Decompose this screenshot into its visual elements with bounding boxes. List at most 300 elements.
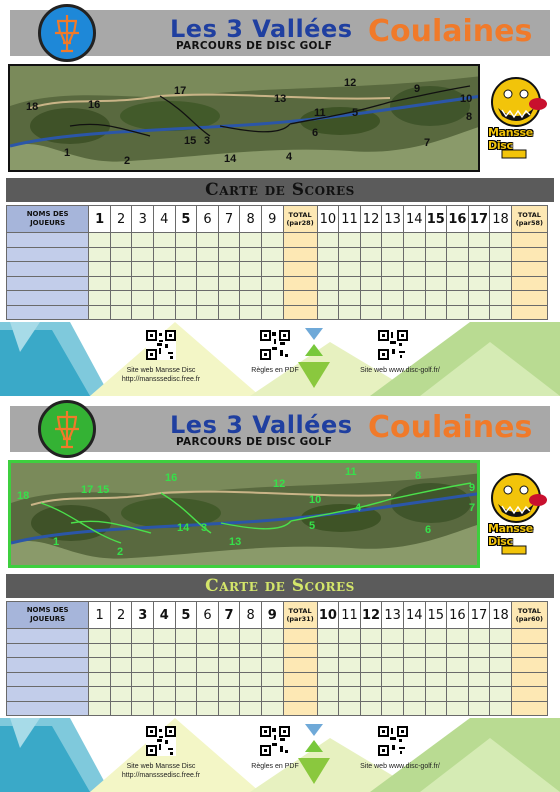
score-cell[interactable] [403,262,425,277]
qr-code-disc-golf[interactable] [378,330,408,360]
score-cell[interactable] [240,629,262,644]
score-cell[interactable] [132,262,154,277]
score-cell[interactable] [218,658,240,673]
score-cell[interactable] [240,672,262,687]
score-cell[interactable] [339,687,361,702]
player-name-cell[interactable] [7,262,89,277]
hole-header: 5 [175,206,197,233]
score-cell[interactable] [468,305,490,320]
score-cell[interactable] [468,672,490,687]
score-cell[interactable] [175,701,197,716]
score-cell[interactable] [339,262,361,277]
score-cell[interactable] [110,276,132,291]
score-cell[interactable] [382,672,404,687]
score-cell[interactable] [240,262,262,277]
hole-4-label: 4 [286,151,293,163]
score-cell[interactable] [175,233,197,248]
score-cell[interactable] [447,247,469,262]
score-cell[interactable] [317,262,339,277]
score-cell[interactable] [490,701,512,716]
total-cell[interactable] [511,262,547,277]
player-row [7,687,548,702]
score-cell[interactable] [175,672,197,687]
score-cell[interactable] [382,291,404,306]
score-cell[interactable] [175,305,197,320]
score-cell[interactable] [110,233,132,248]
score-cell[interactable] [132,276,154,291]
score-cell[interactable] [339,643,361,658]
score-cell[interactable] [403,233,425,248]
player-name-cell[interactable] [7,305,89,320]
score-cell[interactable] [447,629,469,644]
score-cell[interactable] [317,672,339,687]
player-name-cell[interactable] [7,643,89,658]
hole-header: 10 [317,206,339,233]
total-cell[interactable] [511,687,547,702]
total-cell[interactable] [283,233,317,248]
back-total-header: TOTAL (par60) [511,602,547,629]
hole-header: 4 [154,602,176,629]
hole-header: 8 [240,206,262,233]
score-cell[interactable] [175,687,197,702]
total-cell[interactable] [283,291,317,306]
rules-pdf-label[interactable]: Règles en PDF [251,763,299,770]
score-cell[interactable] [218,247,240,262]
course-map [8,460,480,568]
score-cell[interactable] [197,672,219,687]
score-cell[interactable] [490,291,512,306]
score-cell[interactable] [468,233,490,248]
score-cell[interactable] [339,305,361,320]
score-cell[interactable] [447,291,469,306]
score-cell[interactable] [403,672,425,687]
score-cell[interactable] [403,643,425,658]
score-cell[interactable] [360,291,382,306]
score-cell[interactable] [447,305,469,320]
score-cell[interactable] [218,629,240,644]
score-cell[interactable] [317,291,339,306]
score-cell[interactable] [468,701,490,716]
score-cell[interactable] [240,233,262,248]
total-cell[interactable] [283,629,317,644]
score-cell[interactable] [154,687,176,702]
score-cell[interactable] [175,643,197,658]
hole-header: 12 [360,602,382,629]
score-cell[interactable] [447,672,469,687]
score-cell[interactable] [425,672,447,687]
score-cell[interactable] [89,629,111,644]
hole-header: 15 [425,206,447,233]
score-cell[interactable] [360,276,382,291]
player-row [7,262,548,277]
score-cell[interactable] [154,701,176,716]
score-cell[interactable] [175,629,197,644]
total-cell[interactable] [283,672,317,687]
rules-pdf-label[interactable]: Règles en PDF [251,367,299,374]
total-cell[interactable] [511,672,547,687]
score-cell[interactable] [89,701,111,716]
score-cell[interactable] [360,247,382,262]
site-mansse-link[interactable]: http://mansssedisc.free.fr [121,376,201,383]
score-cell[interactable] [132,658,154,673]
total-cell[interactable] [511,701,547,716]
score-cell[interactable] [360,305,382,320]
score-cell[interactable] [382,247,404,262]
site-mansse-link[interactable]: http://mansssedisc.free.fr [121,772,201,779]
hole-13-label: 13 [229,536,242,548]
player-name-cell[interactable] [7,276,89,291]
score-cell[interactable] [110,701,132,716]
total-cell[interactable] [283,658,317,673]
score-cell[interactable] [403,247,425,262]
score-cell[interactable] [110,687,132,702]
score-cell[interactable] [490,687,512,702]
score-cell[interactable] [425,643,447,658]
qr-code-mansse[interactable] [146,726,176,756]
score-cell[interactable] [490,305,512,320]
total-cell[interactable] [511,305,547,320]
score-cell[interactable] [89,687,111,702]
score-cell[interactable] [240,687,262,702]
score-cell[interactable] [132,701,154,716]
score-cell[interactable] [197,233,219,248]
score-cell[interactable] [382,276,404,291]
score-cell[interactable] [360,643,382,658]
score-cell[interactable] [490,658,512,673]
score-cell[interactable] [218,643,240,658]
score-cell[interactable] [110,643,132,658]
score-cell[interactable] [261,262,283,277]
qr-code-rules[interactable] [260,726,290,756]
score-cell[interactable] [425,233,447,248]
score-cell[interactable] [154,276,176,291]
score-cell[interactable] [197,687,219,702]
score-cell[interactable] [360,701,382,716]
score-cell[interactable] [261,276,283,291]
qr-code-mansse[interactable] [146,330,176,360]
score-cell[interactable] [197,276,219,291]
score-cell[interactable] [261,233,283,248]
score-cell[interactable] [197,701,219,716]
score-cell[interactable] [154,658,176,673]
score-cell[interactable] [197,658,219,673]
score-cell[interactable] [240,247,262,262]
player-name-cell[interactable] [7,701,89,716]
score-cell[interactable] [360,687,382,702]
score-cell[interactable] [218,672,240,687]
score-cell[interactable] [261,629,283,644]
score-cell[interactable] [425,658,447,673]
score-cell[interactable] [425,687,447,702]
hole-1-label: 1 [64,147,71,159]
total-cell[interactable] [511,629,547,644]
score-cell[interactable] [490,276,512,291]
score-cell[interactable] [218,305,240,320]
score-cell[interactable] [132,672,154,687]
hole-16-label: 16 [165,472,178,484]
score-cell[interactable] [89,643,111,658]
score-cell[interactable] [218,262,240,277]
player-row [7,247,548,262]
total-cell[interactable] [511,643,547,658]
score-cell[interactable] [360,629,382,644]
score-cell[interactable] [110,247,132,262]
score-cell[interactable] [240,305,262,320]
score-cell[interactable] [132,305,154,320]
score-cell[interactable] [89,658,111,673]
score-cell[interactable] [175,247,197,262]
score-cell[interactable] [154,629,176,644]
score-cell[interactable] [89,276,111,291]
score-cell[interactable] [468,629,490,644]
total-cell[interactable] [511,658,547,673]
score-cell[interactable] [360,658,382,673]
score-cell[interactable] [339,276,361,291]
score-cell[interactable] [447,687,469,702]
player-name-cell[interactable] [7,629,89,644]
score-cell[interactable] [197,305,219,320]
score-cell[interactable] [490,233,512,248]
score-cell[interactable] [382,233,404,248]
score-cell[interactable] [425,701,447,716]
score-cell[interactable] [382,262,404,277]
hole-header: 14 [403,602,425,629]
score-cell[interactable] [425,291,447,306]
score-cell[interactable] [317,305,339,320]
score-cell[interactable] [490,262,512,277]
site-disc-golf-label[interactable]: Site web www.disc-golf.fr/ [360,763,440,770]
score-cell[interactable] [154,305,176,320]
score-cell[interactable] [425,305,447,320]
score-cell[interactable] [403,701,425,716]
hole-16-label: 16 [88,99,101,111]
score-cell[interactable] [339,672,361,687]
score-cell[interactable] [447,262,469,277]
score-cell[interactable] [468,658,490,673]
score-cell[interactable] [317,629,339,644]
score-cell[interactable] [110,629,132,644]
score-cell[interactable] [382,643,404,658]
score-cell[interactable] [154,291,176,306]
score-cell[interactable] [261,672,283,687]
score-cell[interactable] [382,658,404,673]
hole-header: 12 [360,206,382,233]
score-cell[interactable] [110,291,132,306]
score-cell[interactable] [425,262,447,277]
total-cell[interactable] [283,687,317,702]
score-cell[interactable] [468,643,490,658]
player-name-cell[interactable] [7,233,89,248]
score-cell[interactable] [317,276,339,291]
score-cell[interactable] [240,276,262,291]
score-cell[interactable] [403,687,425,702]
score-cell[interactable] [175,276,197,291]
score-cell[interactable] [218,233,240,248]
score-cell[interactable] [339,233,361,248]
score-cell[interactable] [317,643,339,658]
hole-header: 16 [447,206,469,233]
score-cell[interactable] [403,291,425,306]
score-cell[interactable] [110,262,132,277]
score-cell[interactable] [360,233,382,248]
course-subtitle: PARCOURS DE DISC GOLF [176,40,333,52]
score-cell[interactable] [339,658,361,673]
score-cell[interactable] [382,629,404,644]
score-cell[interactable] [175,291,197,306]
hole-header: 11 [339,602,361,629]
score-cell[interactable] [197,629,219,644]
score-cell[interactable] [261,247,283,262]
total-cell[interactable] [511,247,547,262]
score-cell[interactable] [360,672,382,687]
score-cell[interactable] [261,305,283,320]
score-cell[interactable] [425,276,447,291]
score-cell[interactable] [261,658,283,673]
score-cell[interactable] [317,658,339,673]
score-cell[interactable] [382,305,404,320]
hole-11-label: 11 [345,466,357,478]
hole-header: 4 [154,206,176,233]
score-cell[interactable] [339,629,361,644]
score-cell[interactable] [490,247,512,262]
score-cell[interactable] [197,262,219,277]
score-cell[interactable] [240,658,262,673]
player-name-cell[interactable] [7,687,89,702]
total-cell[interactable] [283,276,317,291]
score-cell[interactable] [490,643,512,658]
total-cell[interactable] [283,247,317,262]
score-cell[interactable] [468,262,490,277]
score-cell[interactable] [468,247,490,262]
score-table-header [7,206,548,233]
hole-9-label: 9 [469,482,476,494]
score-cell[interactable] [89,672,111,687]
qr-code-disc-golf[interactable] [378,726,408,756]
score-cell[interactable] [240,701,262,716]
score-cell[interactable] [261,643,283,658]
score-cell[interactable] [261,687,283,702]
score-cell[interactable] [132,291,154,306]
score-cell[interactable] [447,276,469,291]
score-cell[interactable] [154,643,176,658]
score-cell[interactable] [154,247,176,262]
score-cell[interactable] [218,687,240,702]
score-cell[interactable] [490,672,512,687]
score-cell[interactable] [403,658,425,673]
score-cell[interactable] [447,643,469,658]
total-cell[interactable] [511,276,547,291]
score-cell[interactable] [403,629,425,644]
hole-6-label: 6 [312,127,319,139]
score-cell[interactable] [132,247,154,262]
score-cell[interactable] [339,291,361,306]
total-cell[interactable] [511,291,547,306]
total-cell[interactable] [283,262,317,277]
score-cell[interactable] [154,262,176,277]
score-cell[interactable] [425,629,447,644]
footer [0,718,560,792]
score-cell[interactable] [154,672,176,687]
score-cell[interactable] [403,305,425,320]
hole-15-label: 15 [97,484,110,496]
score-cell[interactable] [425,247,447,262]
score-cell[interactable] [197,291,219,306]
score-cell[interactable] [261,701,283,716]
score-cell[interactable] [317,687,339,702]
player-name-cell[interactable] [7,672,89,687]
score-cell[interactable] [261,291,283,306]
hole-header: 8 [240,602,262,629]
score-cell[interactable] [89,233,111,248]
score-cell[interactable] [89,305,111,320]
score-cell[interactable] [110,305,132,320]
player-name-cell[interactable] [7,291,89,306]
score-cell[interactable] [317,233,339,248]
score-cell[interactable] [218,276,240,291]
hole-header: 18 [490,602,512,629]
score-cell[interactable] [403,276,425,291]
score-cell[interactable] [317,247,339,262]
score-cell[interactable] [468,687,490,702]
score-cell[interactable] [240,291,262,306]
score-cell[interactable] [490,629,512,644]
score-cell[interactable] [89,262,111,277]
score-cell[interactable] [89,247,111,262]
score-cell[interactable] [218,701,240,716]
scores-title: Carte de Scores [205,180,355,200]
player-name-cell[interactable] [7,247,89,262]
site-disc-golf-label[interactable]: Site web www.disc-golf.fr/ [360,367,440,374]
score-cell[interactable] [382,701,404,716]
hole-14-label: 14 [177,522,190,534]
total-cell[interactable] [283,701,317,716]
score-cell[interactable] [89,291,111,306]
score-cell[interactable] [447,701,469,716]
score-cell[interactable] [197,643,219,658]
score-cell[interactable] [339,701,361,716]
score-cell[interactable] [132,643,154,658]
score-cell[interactable] [468,291,490,306]
score-cell[interactable] [175,262,197,277]
score-cell[interactable] [317,701,339,716]
score-cell[interactable] [132,233,154,248]
score-cell[interactable] [218,291,240,306]
score-cell[interactable] [197,247,219,262]
hole-header: 11 [339,206,361,233]
total-cell[interactable] [283,305,317,320]
score-cell[interactable] [110,658,132,673]
qr-code-rules[interactable] [260,330,290,360]
score-cell[interactable] [360,262,382,277]
score-cell[interactable] [468,276,490,291]
player-name-cell[interactable] [7,658,89,673]
score-cell[interactable] [447,658,469,673]
score-cell[interactable] [154,233,176,248]
score-cell[interactable] [447,233,469,248]
score-cell[interactable] [175,658,197,673]
site-mansse-text [108,762,214,780]
total-cell[interactable] [511,233,547,248]
score-cell[interactable] [382,687,404,702]
score-cell[interactable] [339,247,361,262]
score-cell[interactable] [132,687,154,702]
score-cell[interactable] [240,643,262,658]
player-row [7,233,548,248]
score-cell[interactable] [110,672,132,687]
hole-3-label: 3 [201,522,208,534]
total-cell[interactable] [283,643,317,658]
score-cell[interactable] [132,629,154,644]
